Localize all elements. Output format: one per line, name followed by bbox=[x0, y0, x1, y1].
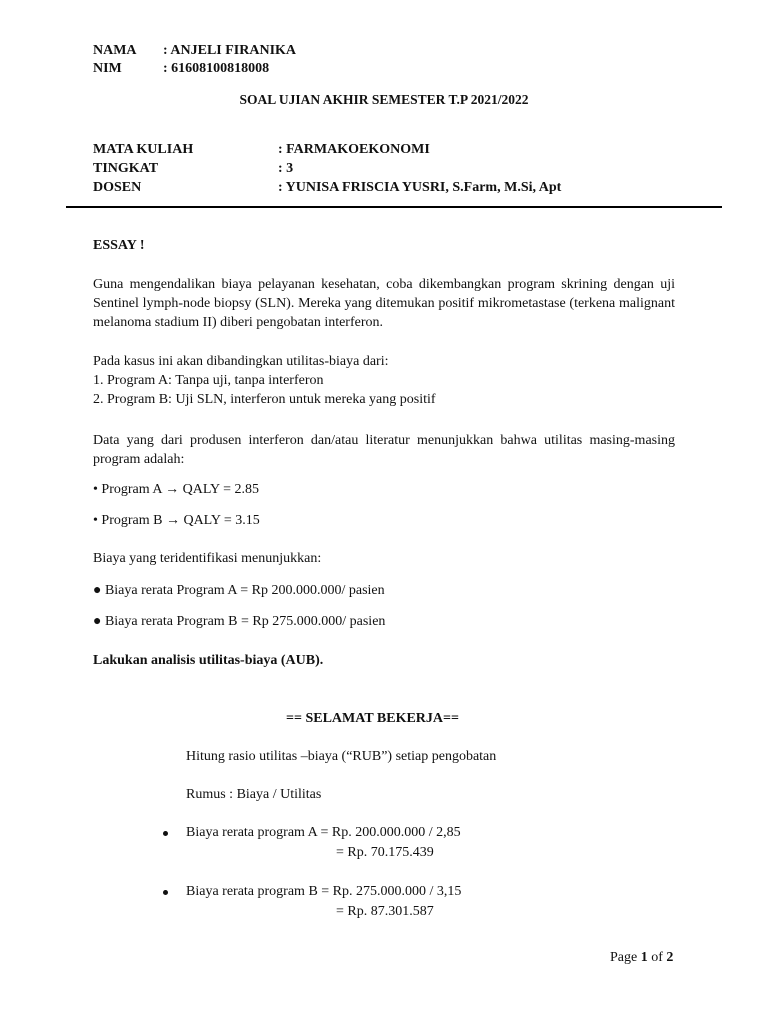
answer-line-1: Hitung rasio utilitas –biaya (“RUB”) setiap pengobatan bbox=[186, 749, 497, 764]
page-current: 1 bbox=[640, 950, 648, 965]
tingkat-value: : 3 bbox=[278, 161, 294, 176]
dosen-label: DOSEN bbox=[93, 180, 142, 195]
tingkat-label: TINGKAT bbox=[93, 161, 159, 176]
qaly-a-item: • Program A → QALY = 2.85 bbox=[93, 482, 260, 497]
mata-kuliah-value: : FARMAKOEKONOMI bbox=[278, 142, 430, 157]
qaly-b-item: • Program B → QALY = 3.15 bbox=[93, 513, 260, 528]
header-divider bbox=[66, 206, 722, 208]
answer-a-calc: Biaya rerata program A = Rp. 200.000.000 / 2,85 bbox=[186, 825, 461, 840]
nim-value: : 61608100818008 bbox=[163, 61, 270, 76]
answer-a-result: = Rp. 70.175.439 bbox=[336, 845, 434, 860]
cost-b-item: ● Biaya rerata Program B = Rp 275.000.000/ pasien bbox=[93, 614, 386, 629]
dosen-value: : YUNISA FRISCIA YUSRI, S.Farm, M.Si, Apt bbox=[278, 180, 562, 195]
program-b-item: 2. Program B: Uji SLN, interferon untuk mereka yang positif bbox=[93, 392, 436, 407]
page-total: 2 bbox=[666, 950, 674, 965]
answer-formula: Rumus : Biaya / Utilitas bbox=[186, 787, 322, 802]
answer-b-calc: Biaya rerata program B = Rp. 275.000.000 / 3,15 bbox=[186, 884, 462, 899]
exam-title: SOAL UJIAN AKHIR SEMESTER T.P 2021/2022 bbox=[239, 92, 529, 107]
nama-label: NAMA bbox=[93, 43, 137, 58]
page-prefix: Page bbox=[610, 950, 641, 965]
page-number bbox=[610, 949, 673, 967]
essay-intro-paragraph: Guna mengendalikan biaya pelayanan kesehatan, coba dikembangkan program skrining dengan uji Sentinel lymph-node biopsy (SLN). Mereka yang ditemukan positif mikrometastase (terkena malignant melanoma stadium II) diberi pengobatan interferon. bbox=[93, 277, 675, 330]
essay-heading: ESSAY ! bbox=[93, 238, 145, 253]
compare-intro: Pada kasus ini akan dibandingkan utilitas-biaya dari: bbox=[93, 354, 389, 369]
nama-value: : ANJELI FIRANIKA bbox=[163, 43, 297, 58]
answer-b-result: = Rp. 87.301.587 bbox=[336, 904, 434, 919]
closing-line: == SELAMAT BEKERJA== bbox=[286, 711, 459, 726]
mata-kuliah-label: MATA KULIAH bbox=[93, 142, 194, 157]
program-a-item: 1. Program A: Tanpa uji, tanpa interferon bbox=[93, 373, 324, 388]
data-intro-paragraph: Data yang dari produsen interferon dan/atau literatur menunjukkan bahwa utilitas masing-masing program adalah: bbox=[93, 433, 675, 467]
bullet-icon bbox=[163, 831, 168, 836]
nim-label: NIM bbox=[93, 61, 122, 76]
bullet-icon bbox=[163, 890, 168, 895]
task-instruction: Lakukan analisis utilitas-biaya (AUB). bbox=[93, 653, 324, 668]
cost-intro: Biaya yang teridentifikasi menunjukkan: bbox=[93, 551, 322, 566]
page-of: of bbox=[647, 950, 667, 965]
cost-a-item: ● Biaya rerata Program A = Rp 200.000.000/ pasien bbox=[93, 583, 385, 598]
